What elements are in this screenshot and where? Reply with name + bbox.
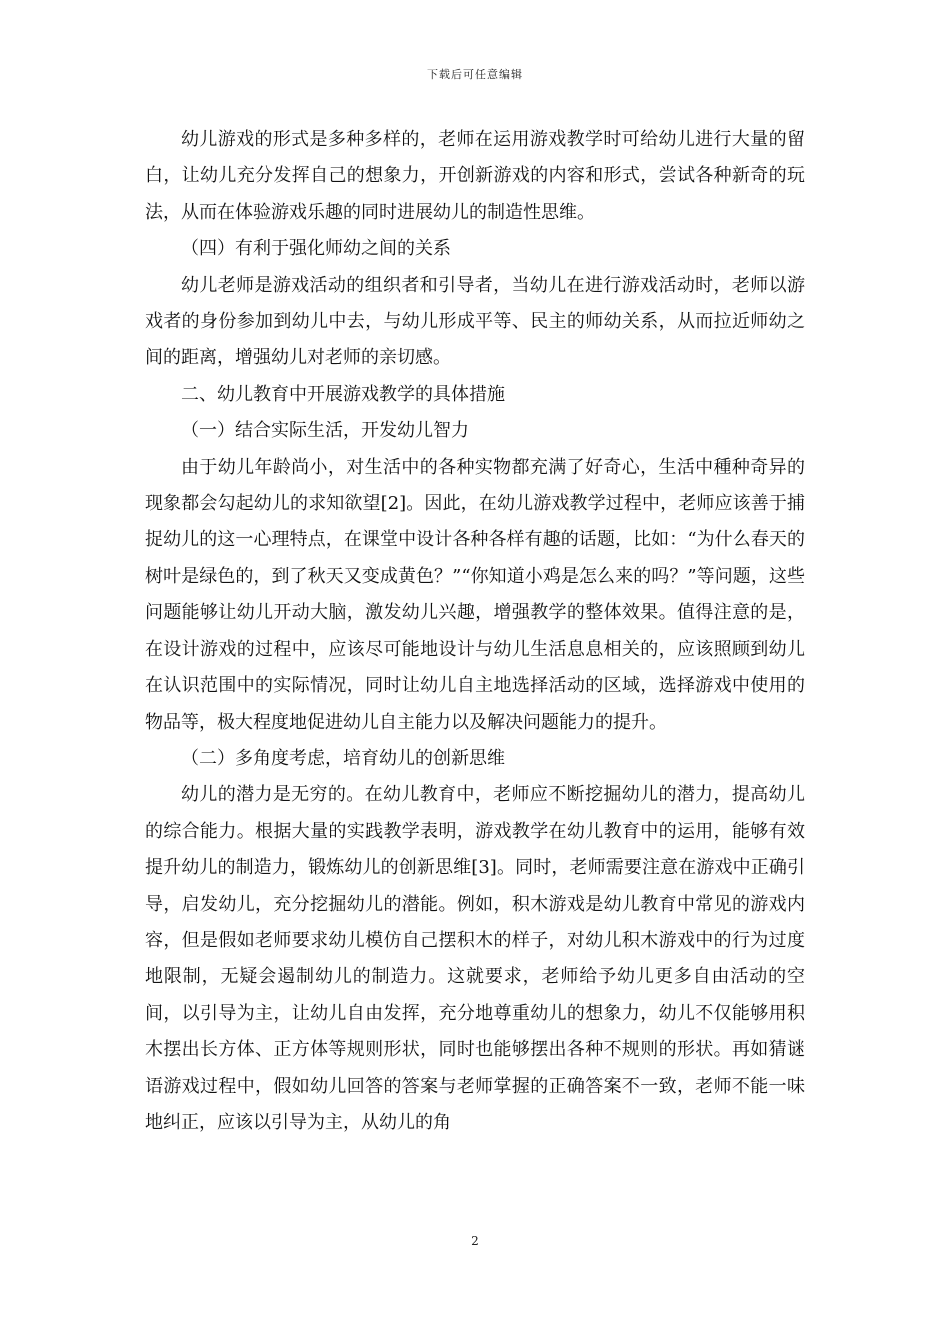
paragraph-potential: 幼儿的潜力是无穷的。在幼儿教育中，老师应不断挖掘幼儿的潜力，提高幼儿的综合能力。根据大量的实践教学表明，游戏教学在幼儿教育中的运用，能够有效提升幼儿的制造力，锻炼幼儿的创新思维[3]。同时，老师需要注意在游戏中正确引导，启发幼儿，充分挖掘幼儿的潜能。例如，积木游戏是幼儿教育中常见的游戏内容，但是假如老师要求幼儿模仿自己摆积木的样子，对幼儿积木游戏中的行为过度地限制，无疑会遏制幼儿的制造力。这就要求，老师给予幼儿更多自由活动的空间，以引导为主，让幼儿自由发挥，充分地尊重幼儿的想象力，幼儿不仅能够用积木摆出长方体、正方体等规则形状，同时也能够摆出各种不规则的形状。再如猜谜语游戏过程中，假如幼儿回答的答案与老师掌握的正确答案不一致，老师不能一味地纠正，应该以引导为主，从幼儿的角 bbox=[145, 784, 805, 1133]
page-number: 2 bbox=[471, 1234, 479, 1248]
paragraph-teacher-role: 幼儿老师是游戏活动的组织者和引导者，当幼儿在进行游戏活动时，老师以游戏者的身份参加到幼儿中去，与幼儿形成平等、民主的师幼关系，从而拉近师幼之间的距离，增强幼儿对老师的亲切感。 bbox=[145, 274, 805, 369]
paragraph-curiosity: 由于幼儿年龄尚小，对生活中的各种实物都充满了好奇心，生活中種种奇异的现象都会勾起幼儿的求知欲望[2]。因此，在幼儿游戏教学过程中，老师应该善于捕捉幼儿的这一心理特点，在课堂中设计各种各样有趣的话题，比如：“为什么春天的树叶是绿色的，到了秋天又变成黄色？”“你知道小鸡是怎么来的吗？”等问题，这些问题能够让幼儿开动大脑，激发幼儿兴趣，增强教学的整体效果。值得注意的是，在设计游戏的过程中，应该尽可能地设计与幼儿生活息息相关的，应该照顾到幼儿在认识范围中的实际情况，同时让幼儿自主地选择活动的区域，选择游戏中使用的物品等，极大程度地促进幼儿自主能力以及解决问题能力的提升。 bbox=[145, 456, 805, 733]
subheading-teacher-child-relationship: （四）有利于强化师幼之间的关系 bbox=[181, 238, 451, 260]
page-header-note: 下载后可任意编辑 bbox=[427, 68, 523, 81]
paragraph-play-forms: 幼儿游戏的形式是多种多样的，老师在运用游戏教学时可给幼儿进行大量的留白，让幼儿充分发挥自己的想象力，开创新游戏的内容和形式，尝试各种新奇的玩法，从而在体验游戏乐趣的同时进展幼儿的制造性思维。 bbox=[145, 129, 805, 223]
document-body bbox=[145, 122, 805, 1141]
subheading-innovative-thinking: （二）多角度考虑，培育幼儿的创新思维 bbox=[181, 747, 505, 769]
section-heading-measures: 二、幼儿教育中开展游戏教学的具体措施 bbox=[181, 383, 505, 405]
subheading-real-life: （一）结合实际生活，开发幼儿智力 bbox=[181, 420, 469, 442]
